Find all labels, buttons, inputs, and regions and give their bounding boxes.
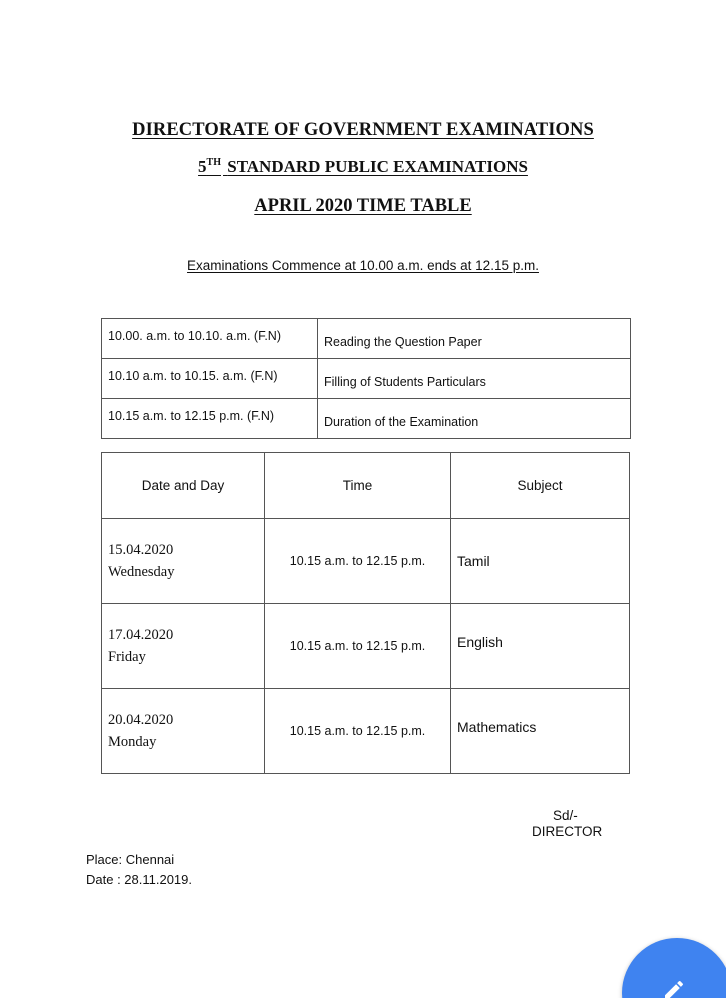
exam-time: 10.15 a.m. to 12.15 p.m.	[265, 604, 451, 689]
exam-subject	[451, 689, 630, 774]
header-time: Time	[265, 453, 451, 519]
table-row	[102, 689, 630, 774]
table-row	[102, 359, 631, 399]
exam-time: 10.15 a.m. to 12.15 p.m.	[265, 519, 451, 604]
exam-subject	[451, 519, 630, 604]
header-subject: Subject	[451, 453, 630, 519]
schedule-activity: Reading the Question Paper	[318, 319, 631, 359]
schedule-activity: Duration of the Examination	[318, 399, 631, 439]
exam-date: 17.04.2020	[108, 627, 174, 643]
standard-superscript: TH	[206, 157, 221, 168]
signature-title: DIRECTOR	[532, 824, 603, 839]
exam-date-cell	[102, 604, 265, 689]
signature-sd: Sd/-	[553, 808, 578, 823]
exam-standard-title	[0, 157, 726, 177]
exam-date: 20.04.2020	[108, 712, 174, 728]
exam-subject-label: Mathematics	[457, 719, 537, 735]
date-line: Date : 28.11.2019.	[86, 872, 193, 887]
place-line: Place: Chennai	[86, 852, 175, 867]
exam-date-cell	[102, 689, 265, 774]
exam-time: 10.15 a.m. to 12.15 p.m.	[265, 689, 451, 774]
exam-date-cell	[102, 519, 265, 604]
exam-subject-label: Tamil	[457, 553, 490, 569]
exam-day: Monday	[108, 734, 157, 750]
table-row	[102, 319, 631, 359]
table-row	[102, 604, 630, 689]
schedule-time: 10.00. a.m. to 10.10. a.m. (F.N)	[102, 319, 318, 359]
exam-subject	[451, 604, 630, 689]
timetable-title: APRIL 2020 TIME TABLE	[254, 196, 472, 216]
header-date-day: Date and Day	[102, 453, 265, 519]
schedule-activity: Filling of Students Particulars	[318, 359, 631, 399]
table-row	[102, 519, 630, 604]
standard-number: 5	[198, 157, 207, 176]
schedule-time: 10.10 a.m. to 10.15. a.m. (F.N)	[102, 359, 318, 399]
subject-timetable	[101, 452, 630, 774]
exam-date: 15.04.2020	[108, 542, 174, 558]
exam-schedule-table	[101, 318, 631, 439]
directorate-title: DIRECTORATE OF GOVERNMENT EXAMINATIONS	[132, 120, 594, 140]
schedule-time: 10.15 a.m. to 12.15 p.m. (F.N)	[102, 399, 318, 439]
edit-fab-button[interactable]	[622, 938, 726, 998]
table-header-row	[102, 453, 630, 519]
exam-day: Wednesday	[108, 564, 175, 580]
standard-text: STANDARD PUBLIC EXAMINATIONS	[227, 157, 528, 176]
commence-note: Examinations Commence at 10.00 a.m. ends at 12.15 p.m.	[187, 258, 539, 273]
pencil-icon	[662, 978, 686, 998]
exam-day: Friday	[108, 649, 146, 665]
exam-subject-label: English	[457, 634, 503, 650]
table-row	[102, 399, 631, 439]
